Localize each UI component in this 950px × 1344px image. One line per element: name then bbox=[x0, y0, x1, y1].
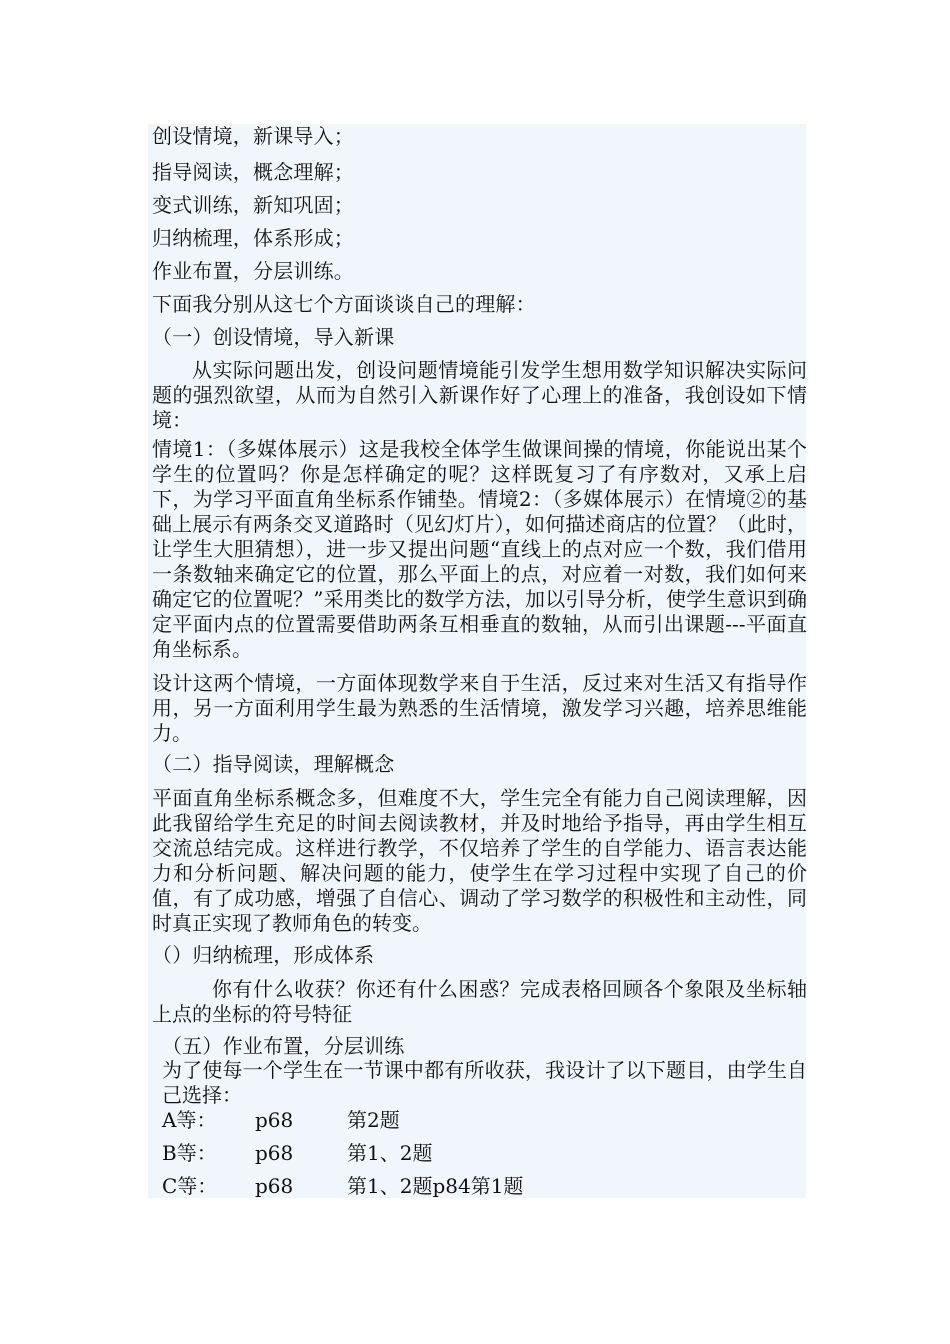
homework-level: C等： bbox=[162, 1174, 218, 1198]
section-2-paragraph-1: 平面直角坐标系概念多，但难度不大，学生完全有能力自己阅读理解，因此我留给学生充足的时间去阅读教材，并及时地给予指导，再由学生相互交流总结完成。这样进行教学，不仅培养了学生的自学能力、语言表达能力和分析问题、解决问题的能力，使学生在学习过程中实现了自己的价值，有了成功感，增强了自信心、调动了学习数学的积极性和主动性，同时真正实现了教师角色的转变。 bbox=[152, 786, 807, 935]
homework-task: 第2题 bbox=[347, 1108, 400, 1132]
homework-row bbox=[162, 1141, 432, 1165]
homework-row bbox=[162, 1174, 523, 1198]
step-line-4: 归纳梳理，体系形成； bbox=[152, 226, 354, 250]
homework-level: A等： bbox=[162, 1108, 217, 1132]
section-1-paragraph-3: 设计这两个情境，一方面体现数学来自于生活，反过来对生活又有指导作用，另一方面利用学生最为熟悉的生活情境，激发学习兴趣，培养思维能力。 bbox=[152, 671, 807, 745]
intro-sentence: 下面我分别从这七个方面谈谈自己的理解： bbox=[152, 292, 536, 316]
homework-page: p68 bbox=[255, 1141, 294, 1165]
section-1-paragraph-2: 情境1：（多媒体展示）这是我校全体学生做课间操的情境，你能说出某个学生的位置吗？你是怎样确定的呢？这样既复习了有序数对，又承上启下，为学习平面直角坐标系作铺垫。情境2：（多媒体展示）在情境②的基础上展示有两条交叉道路时（见幻灯片），如何描述商店的位置？（此时，让学生大胆猜想），进一步又提出问题“直线上的点对应一个数，我们借用一条数轴来确定它的位置，那么平面上的点，对应着一对数，我们如何来确定它的位置呢？”采用类比的数学方法，加以引导分析，使学生意识到确定平面内点的位置需要借助两条互相垂直的数轴，从而引出课题---平面直角坐标系。 bbox=[152, 437, 807, 661]
section-1-heading: （一）创设情境，导入新课 bbox=[152, 325, 395, 349]
section-2-heading: （二）指导阅读，理解概念 bbox=[152, 752, 395, 776]
section-5-heading: （五）作业布置，分层训练 bbox=[162, 1034, 405, 1058]
step-line-2: 指导阅读，概念理解； bbox=[152, 160, 354, 184]
section-1-paragraph-1: 从实际问题出发，创设问题情境能引发学生想用数学知识解决实际问题的强烈欲望，从而为自然引入新课作好了心理上的准备，我创设如下情境： bbox=[152, 358, 807, 432]
homework-level: B等： bbox=[162, 1141, 217, 1165]
homework-task: 第1、2题p84第1题 bbox=[347, 1174, 524, 1198]
section-3-heading: （）归纳梳理，形成体系 bbox=[152, 943, 375, 967]
homework-page: p68 bbox=[255, 1108, 294, 1132]
homework-row bbox=[162, 1108, 400, 1132]
homework-task: 第1、2题 bbox=[347, 1141, 433, 1165]
homework-page: p68 bbox=[255, 1174, 294, 1198]
step-line-3: 变式训练，新知巩固； bbox=[152, 193, 354, 217]
section-3-paragraph-1: 你有什么收获？你还有什么困惑？完成表格回顾各个象限及坐标轴上点的坐标的符号特征 bbox=[152, 977, 807, 1026]
step-line-1: 创设情境，新课导入； bbox=[152, 124, 354, 148]
section-5-paragraph-1: 为了使每一个学生在一节课中都有所收获，我设计了以下题目，由学生自己选择： bbox=[162, 1058, 807, 1107]
step-line-5: 作业布置，分层训练。 bbox=[152, 259, 354, 283]
